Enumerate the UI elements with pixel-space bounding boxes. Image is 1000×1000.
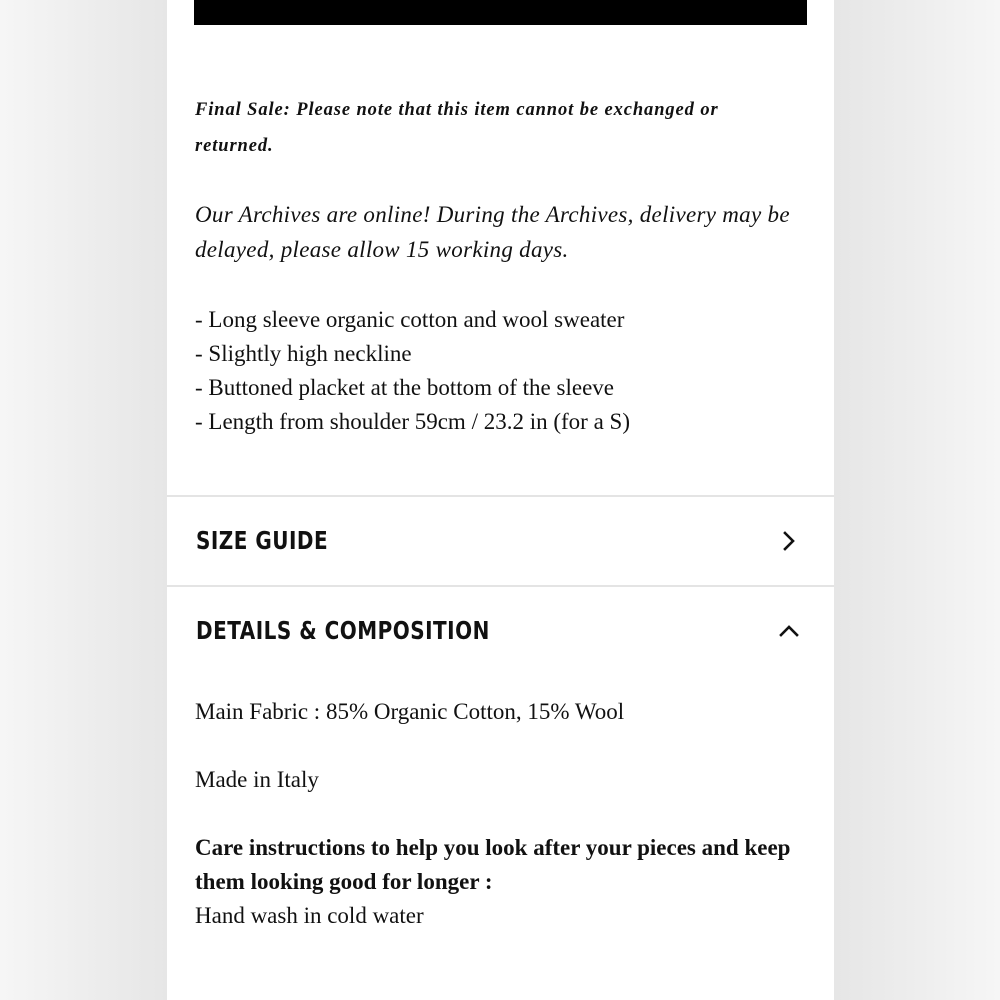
feature-item: - Buttoned placket at the bottom of the sleeve xyxy=(195,375,614,400)
final-sale-notice: Final Sale: Please note that this item cannot be exchanged or returned. xyxy=(195,100,719,156)
size-guide-label: SIZE GUIDE xyxy=(196,526,329,555)
details-composition-label: DETAILS & COMPOSITION xyxy=(196,616,490,645)
feature-item: - Long sleeve organic cotton and wool sweater xyxy=(195,307,625,332)
left-background xyxy=(0,0,170,1000)
feature-list xyxy=(195,303,805,439)
archives-notice: Our Archives are online! During the Archives, delivery may be delayed, please allow 15 working days. xyxy=(195,202,790,262)
product-description-panel xyxy=(167,0,834,1000)
chevron-up-icon xyxy=(778,620,800,642)
care-instruction-item: Hand wash in cold water xyxy=(195,903,424,928)
size-guide-toggle[interactable] xyxy=(167,497,834,585)
care-instructions xyxy=(195,831,815,933)
chevron-right-icon xyxy=(778,530,800,552)
right-background xyxy=(834,0,1000,1000)
origin-text: Made in Italy xyxy=(195,767,319,792)
feature-item: - Length from shoulder 59cm / 23.2 in (for a S) xyxy=(195,409,630,434)
details-composition-toggle[interactable] xyxy=(167,587,834,675)
care-instructions-heading: Care instructions to help you look after your pieces and keep them looking good for longer : xyxy=(195,835,791,894)
main-fabric-text: Main Fabric : 85% Organic Cotton, 15% Wool xyxy=(195,699,625,724)
feature-item: - Slightly high neckline xyxy=(195,341,412,366)
add-to-cart-button[interactable] xyxy=(194,0,807,25)
